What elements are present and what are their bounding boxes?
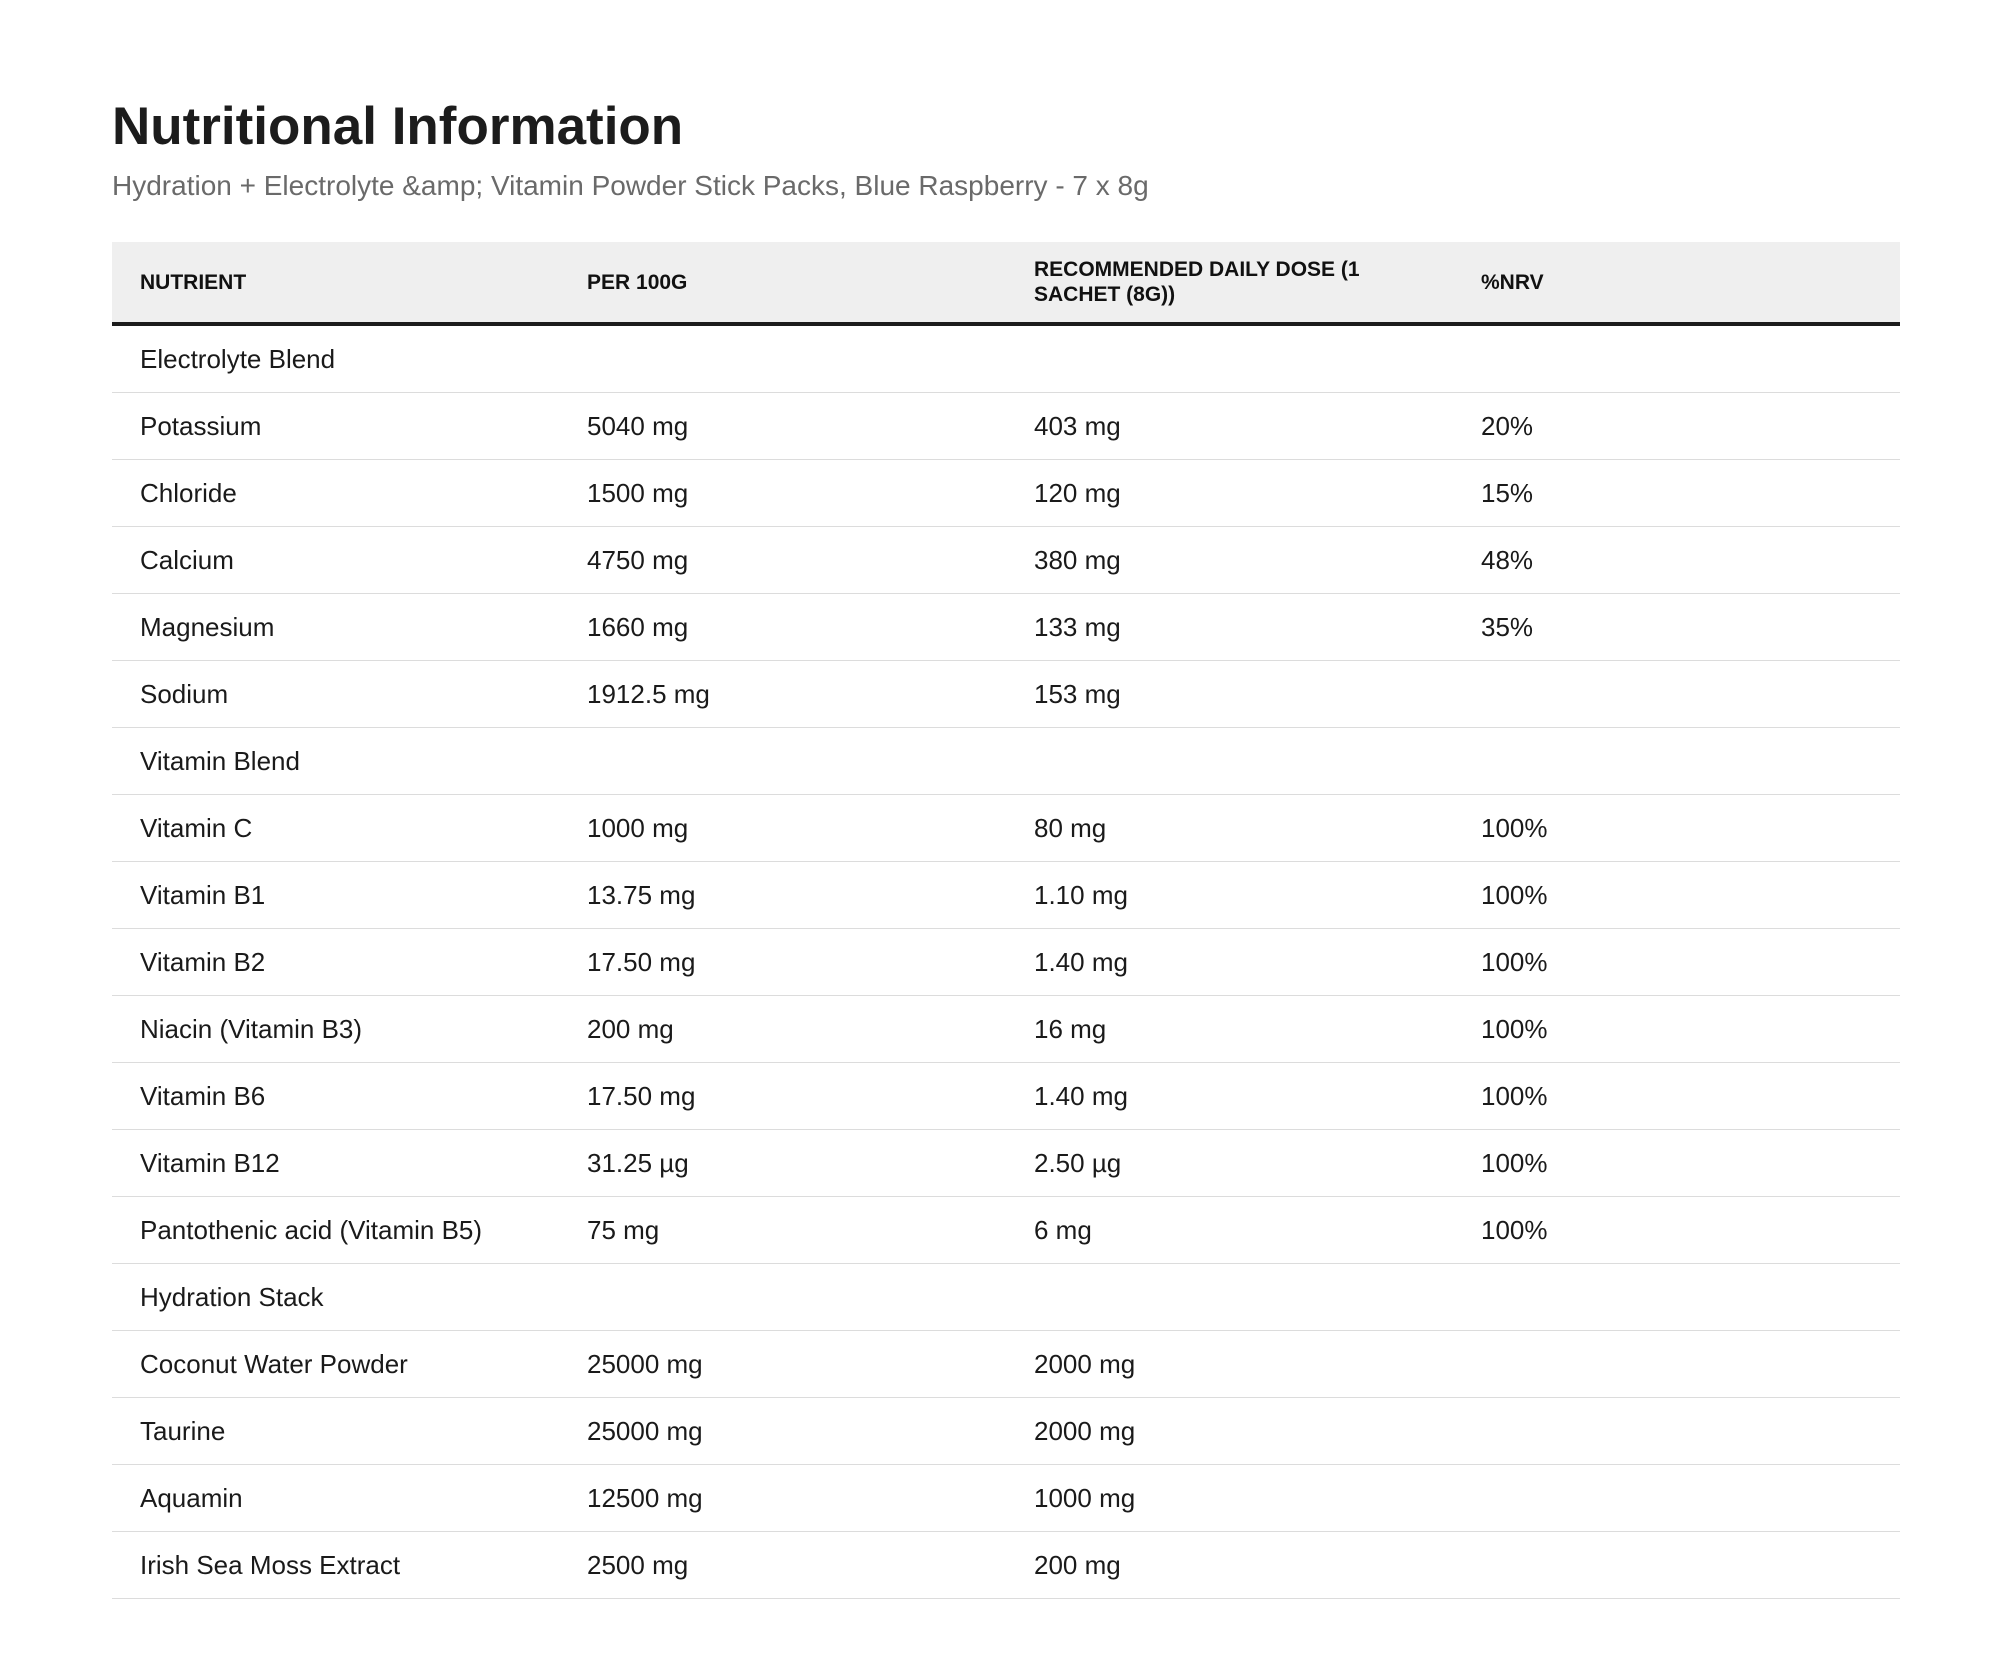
- table-row: [112, 1532, 1900, 1599]
- cell-per-100g: 4750 mg: [559, 527, 1006, 594]
- cell-nrv: 100%: [1453, 929, 1900, 996]
- cell-nutrient: Sodium: [112, 661, 559, 728]
- cell-nutrient: Magnesium: [112, 594, 559, 661]
- cell-nrv: 100%: [1453, 1063, 1900, 1130]
- table-row: [112, 795, 1900, 862]
- cell-nrv: [1453, 1532, 1900, 1599]
- cell-nrv: [1453, 1465, 1900, 1532]
- cell-daily-dose: 6 mg: [1006, 1197, 1453, 1264]
- cell-daily-dose: 16 mg: [1006, 996, 1453, 1063]
- cell-daily-dose: 1.40 mg: [1006, 929, 1453, 996]
- table-row: [112, 527, 1900, 594]
- cell-nrv: [1453, 728, 1900, 795]
- cell-nutrient: Vitamin B6: [112, 1063, 559, 1130]
- page-title: Nutritional Information: [112, 97, 684, 156]
- cell-daily-dose: 80 mg: [1006, 795, 1453, 862]
- cell-per-100g: [559, 728, 1006, 795]
- table-row: [112, 1063, 1900, 1130]
- table-row: [112, 1398, 1900, 1465]
- cell-nrv: [1453, 1264, 1900, 1331]
- cell-per-100g: 1660 mg: [559, 594, 1006, 661]
- cell-per-100g: 200 mg: [559, 996, 1006, 1063]
- table-row: [112, 862, 1900, 929]
- cell-daily-dose: [1006, 1264, 1453, 1331]
- cell-daily-dose: [1006, 728, 1453, 795]
- cell-nrv: 48%: [1453, 527, 1900, 594]
- cell-per-100g: 25000 mg: [559, 1398, 1006, 1465]
- cell-nutrient: Niacin (Vitamin B3): [112, 996, 559, 1063]
- table-row: [112, 1197, 1900, 1264]
- cell-per-100g: 17.50 mg: [559, 1063, 1006, 1130]
- header-daily-dose: [1006, 242, 1453, 324]
- cell-nrv: [1453, 1331, 1900, 1398]
- cell-nrv: 100%: [1453, 862, 1900, 929]
- table-row: [112, 1264, 1900, 1331]
- cell-daily-dose: 2000 mg: [1006, 1331, 1453, 1398]
- cell-nrv: [1453, 661, 1900, 728]
- cell-per-100g: 31.25 µg: [559, 1130, 1006, 1197]
- nutrition-table: [112, 242, 1900, 1599]
- header-daily-dose-label: RECOMMENDED DAILY DOSE (1 SACHET (8G)): [1034, 258, 1360, 306]
- page-subtitle: Hydration + Electrolyte &amp; Vitamin Powder Stick Packs, Blue Raspberry - 7 x 8g: [112, 170, 1149, 201]
- header-nutrient-label: NUTRIENT: [140, 270, 247, 294]
- cell-nrv: 100%: [1453, 1130, 1900, 1197]
- cell-per-100g: 13.75 mg: [559, 862, 1006, 929]
- cell-daily-dose: 380 mg: [1006, 527, 1453, 594]
- cell-daily-dose: 2.50 µg: [1006, 1130, 1453, 1197]
- table-row: [112, 393, 1900, 460]
- table-row: [112, 728, 1900, 795]
- table-row: [112, 929, 1900, 996]
- cell-nrv: 100%: [1453, 996, 1900, 1063]
- cell-per-100g: 17.50 mg: [559, 929, 1006, 996]
- cell-daily-dose: 200 mg: [1006, 1532, 1453, 1599]
- table-header: [112, 242, 1900, 324]
- table-row: [112, 1130, 1900, 1197]
- cell-per-100g: 12500 mg: [559, 1465, 1006, 1532]
- cell-per-100g: 75 mg: [559, 1197, 1006, 1264]
- cell-nrv: 100%: [1453, 795, 1900, 862]
- cell-daily-dose: 1.40 mg: [1006, 1063, 1453, 1130]
- cell-nutrient: Vitamin B2: [112, 929, 559, 996]
- cell-nrv: 100%: [1453, 1197, 1900, 1264]
- header-nutrient: [112, 242, 559, 324]
- header-nrv: [1453, 242, 1900, 324]
- cell-nrv: [1453, 1398, 1900, 1465]
- cell-daily-dose: 153 mg: [1006, 661, 1453, 728]
- cell-per-100g: [559, 324, 1006, 393]
- cell-nrv: 20%: [1453, 393, 1900, 460]
- cell-nrv: 15%: [1453, 460, 1900, 527]
- cell-nutrient: Vitamin B1: [112, 862, 559, 929]
- cell-nutrient: Vitamin Blend: [112, 728, 559, 795]
- cell-per-100g: 1912.5 mg: [559, 661, 1006, 728]
- cell-nutrient: Aquamin: [112, 1465, 559, 1532]
- cell-per-100g: 5040 mg: [559, 393, 1006, 460]
- cell-per-100g: 25000 mg: [559, 1331, 1006, 1398]
- table-row: [112, 1331, 1900, 1398]
- cell-per-100g: [559, 1264, 1006, 1331]
- table-row: [112, 324, 1900, 393]
- cell-per-100g: 1000 mg: [559, 795, 1006, 862]
- cell-nrv: [1453, 324, 1900, 393]
- cell-daily-dose: 403 mg: [1006, 393, 1453, 460]
- cell-nrv: 35%: [1453, 594, 1900, 661]
- cell-daily-dose: 1000 mg: [1006, 1465, 1453, 1532]
- cell-daily-dose: 120 mg: [1006, 460, 1453, 527]
- cell-daily-dose: 1.10 mg: [1006, 862, 1453, 929]
- cell-nutrient: Pantothenic acid (Vitamin B5): [112, 1197, 559, 1264]
- cell-nutrient: Irish Sea Moss Extract: [112, 1532, 559, 1599]
- table-row: [112, 460, 1900, 527]
- header-row: [112, 242, 1900, 324]
- header-per-100g: [559, 242, 1006, 324]
- table-row: [112, 661, 1900, 728]
- cell-nutrient: Vitamin B12: [112, 1130, 559, 1197]
- cell-nutrient: Potassium: [112, 393, 559, 460]
- cell-daily-dose: 2000 mg: [1006, 1398, 1453, 1465]
- cell-per-100g: 1500 mg: [559, 460, 1006, 527]
- table-row: [112, 1465, 1900, 1532]
- cell-per-100g: 2500 mg: [559, 1532, 1006, 1599]
- cell-nutrient: Chloride: [112, 460, 559, 527]
- cell-nutrient: Calcium: [112, 527, 559, 594]
- cell-daily-dose: [1006, 324, 1453, 393]
- header-per-100g-label: PER 100G: [587, 270, 688, 294]
- cell-nutrient: Electrolyte Blend: [112, 324, 559, 393]
- table-row: [112, 594, 1900, 661]
- table-body: [112, 324, 1900, 1599]
- cell-daily-dose: 133 mg: [1006, 594, 1453, 661]
- table-row: [112, 996, 1900, 1063]
- cell-nutrient: Hydration Stack: [112, 1264, 559, 1331]
- cell-nutrient: Vitamin C: [112, 795, 559, 862]
- cell-nutrient: Taurine: [112, 1398, 559, 1465]
- header-nrv-label: %NRV: [1481, 270, 1544, 294]
- cell-nutrient: Coconut Water Powder: [112, 1331, 559, 1398]
